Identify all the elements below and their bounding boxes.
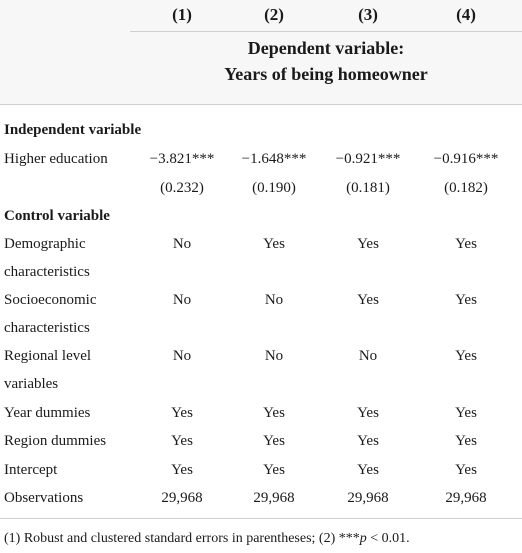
table-cell: Yes [455,236,477,252]
table-cell: Yes [263,462,285,478]
table-cell: Yes [171,433,193,449]
se-cell: (0.182) [444,180,488,196]
se-cell: (0.181) [346,180,390,196]
footnote-suffix: < 0.01. [366,531,410,546]
table-cell: No [172,236,192,252]
table-cell: 29,968 [445,490,487,506]
footnote-p-symbol: p [359,531,367,546]
top-rule [0,104,522,105]
table-cell: Yes [263,433,285,449]
table-cell: Yes [263,405,285,421]
table-cell: Yes [455,405,477,421]
se-cell: (0.232) [160,180,204,196]
row-label-socioeconomic-cont: characteristics [4,320,90,336]
row-label-regional: Regional level [4,348,92,364]
table-cell: Yes [357,236,379,252]
table-cell: Yes [357,462,379,478]
row-label-region-dummies: Region dummies [4,433,107,449]
row-label-observations: Observations [4,490,84,506]
row-label-socioeconomic: Socioeconomic [4,292,97,308]
table-cell: No [172,292,192,308]
column-header-3: (3) [358,5,378,24]
row-label-demographic-cont: characteristics [4,264,90,280]
table-cell: Yes [455,433,477,449]
table-cell: Yes [171,462,193,478]
se-cell: (0.190) [252,180,296,196]
table-cell: Yes [357,405,379,421]
row-label-higher-education: Higher education [4,151,108,167]
table-cell: Yes [455,462,477,478]
bottom-rule [0,518,522,519]
section-independent-variable: Independent variable [4,122,142,138]
header-rule [130,31,522,32]
coef-cell: −3.821*** [149,151,215,167]
row-label-year-dummies: Year dummies [4,405,91,421]
table-cell: 29,968 [253,490,295,506]
column-header-1: (1) [172,5,192,24]
row-label-regional-cont: variables [4,376,59,392]
footnote-prefix: (1) Robust and clustered standard errors in parentheses; (2) *** [4,531,360,546]
column-header-4: (4) [456,5,476,24]
table-cell: No [358,348,378,364]
row-label-demographic: Demographic [4,236,86,252]
table-cell: Yes [357,292,379,308]
table-cell: Yes [455,348,477,364]
coef-cell: −0.916*** [433,151,499,167]
dependent-variable-name: Years of being homeowner [224,64,428,84]
table-footnote [4,529,410,549]
table-cell: No [264,292,284,308]
row-label-intercept: Intercept [4,462,58,478]
coef-cell: −0.921*** [335,151,401,167]
table-cell: Yes [171,405,193,421]
table-cell: Yes [455,292,477,308]
table-cell: No [264,348,284,364]
table-cell: Yes [263,236,285,252]
table-cell: Yes [357,433,379,449]
column-header-2: (2) [264,5,284,24]
coef-cell: −1.648*** [241,151,307,167]
section-control-variable: Control variable [4,208,110,224]
dependent-variable-title: Dependent variable: [247,38,405,58]
table-cell: 29,968 [347,490,389,506]
table-cell: 29,968 [161,490,203,506]
table-cell: No [172,348,192,364]
